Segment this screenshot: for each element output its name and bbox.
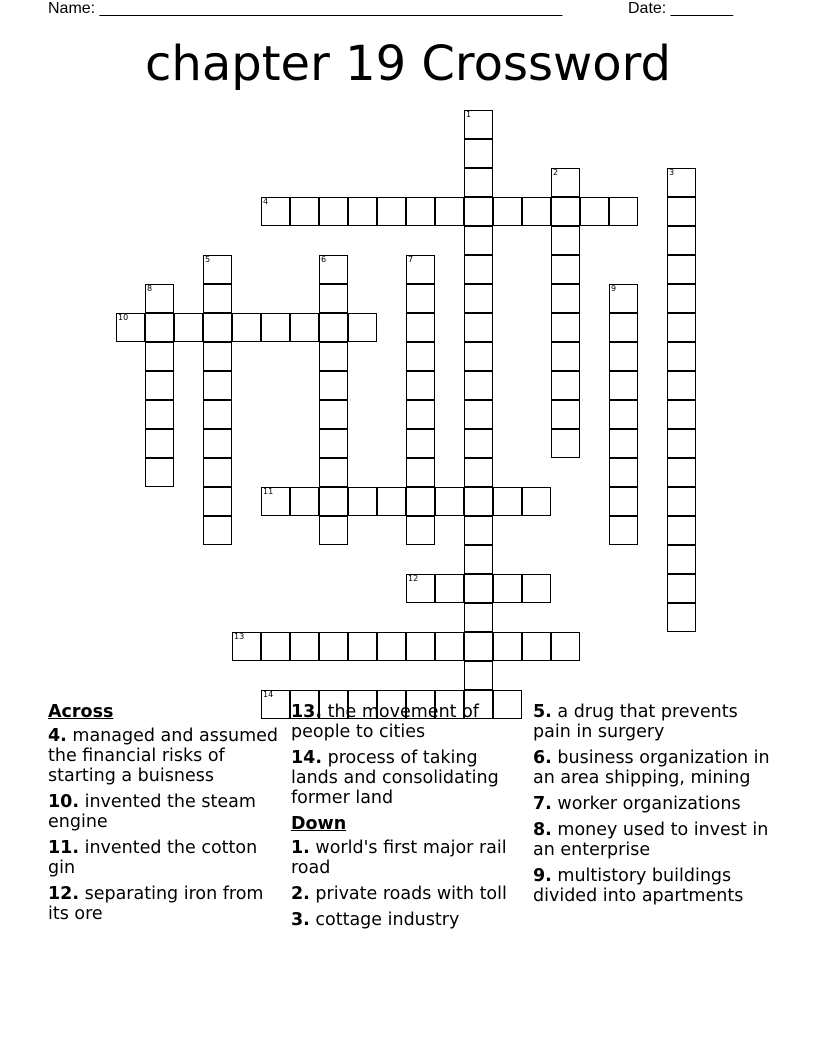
- cell-number: 13: [234, 632, 245, 641]
- crossword-cell[interactable]: [203, 284, 232, 313]
- clue-down-6: [533, 748, 773, 788]
- clue-down-2: [291, 884, 523, 904]
- crossword-cell[interactable]: [551, 371, 580, 400]
- crossword-cell[interactable]: [667, 487, 696, 516]
- crossword-cell[interactable]: [464, 168, 493, 197]
- crossword-cell[interactable]: [464, 197, 493, 226]
- crossword-cell[interactable]: [232, 313, 261, 342]
- crossword-cell[interactable]: [667, 342, 696, 371]
- clue-down-1: [291, 838, 523, 878]
- crossword-cell[interactable]: [319, 313, 348, 342]
- crossword-cell[interactable]: [464, 255, 493, 284]
- clues-column-2: [291, 702, 523, 936]
- crossword-cell[interactable]: [406, 284, 435, 313]
- crossword-cell[interactable]: [667, 284, 696, 313]
- crossword-cell[interactable]: [493, 487, 522, 516]
- crossword-cell[interactable]: [406, 429, 435, 458]
- crossword-cell[interactable]: [551, 284, 580, 313]
- cell-number: 5: [205, 255, 211, 264]
- cell-number: 1: [466, 110, 472, 119]
- crossword-cell[interactable]: [667, 603, 696, 632]
- cell-number: 3: [669, 168, 675, 177]
- crossword-cell[interactable]: [232, 632, 261, 661]
- crossword-cell[interactable]: [464, 284, 493, 313]
- clue-across-11: [48, 838, 280, 878]
- crossword-cell[interactable]: [609, 197, 638, 226]
- crossword-cell[interactable]: [580, 197, 609, 226]
- crossword-cell[interactable]: [493, 197, 522, 226]
- clue-number: 12.: [48, 884, 80, 904]
- crossword-cell[interactable]: [348, 313, 377, 342]
- crossword-cell[interactable]: [609, 371, 638, 400]
- clue-number: 3.: [291, 910, 310, 930]
- crossword-cell[interactable]: [464, 429, 493, 458]
- crossword-cell[interactable]: [377, 632, 406, 661]
- crossword-cell[interactable]: [203, 342, 232, 371]
- clue-number: 9.: [533, 866, 552, 886]
- crossword-cell[interactable]: [667, 168, 696, 197]
- crossword-cell[interactable]: [406, 371, 435, 400]
- clue-text: worker organizations: [557, 794, 741, 814]
- clue-text: money used to invest in an enterprise: [533, 820, 769, 860]
- crossword-cell[interactable]: [406, 458, 435, 487]
- crossword-cell[interactable]: [406, 255, 435, 284]
- crossword-cell[interactable]: [261, 487, 290, 516]
- clue-text: invented the steam engine: [48, 792, 256, 832]
- cell-number: 12: [408, 574, 419, 583]
- clue-number: 14.: [291, 748, 323, 768]
- crossword-cell[interactable]: [319, 429, 348, 458]
- crossword-cell[interactable]: [551, 313, 580, 342]
- crossword-cell[interactable]: [667, 255, 696, 284]
- clue-text: process of taking lands and consolidating former land: [291, 748, 499, 808]
- crossword-cell[interactable]: [464, 139, 493, 168]
- crossword-cell[interactable]: [174, 313, 203, 342]
- clue-number: 2.: [291, 884, 310, 904]
- crossword-cell[interactable]: [464, 632, 493, 661]
- clue-across-13: [291, 702, 523, 742]
- crossword-cell[interactable]: [667, 545, 696, 574]
- crossword-cell[interactable]: [551, 226, 580, 255]
- crossword-cell[interactable]: [522, 487, 551, 516]
- cell-number: 10: [118, 313, 129, 322]
- crossword-cell[interactable]: [145, 342, 174, 371]
- cell-number: 2: [553, 168, 559, 177]
- clue-down-8: [533, 820, 773, 860]
- crossword-cell[interactable]: [116, 313, 145, 342]
- crossword-cell[interactable]: [667, 574, 696, 603]
- crossword-cell[interactable]: [464, 603, 493, 632]
- clue-text: separating iron from its ore: [48, 884, 264, 924]
- clue-number: 6.: [533, 748, 552, 768]
- crossword-cell[interactable]: [551, 197, 580, 226]
- crossword-cell[interactable]: [435, 197, 464, 226]
- crossword-cell[interactable]: [203, 400, 232, 429]
- clue-number: 5.: [533, 702, 552, 722]
- clue-text: world's first major rail road: [291, 838, 507, 878]
- crossword-cell[interactable]: [435, 574, 464, 603]
- crossword-cell[interactable]: [406, 342, 435, 371]
- crossword-cell[interactable]: [406, 313, 435, 342]
- crossword-cell[interactable]: [609, 487, 638, 516]
- crossword-cell[interactable]: [290, 487, 319, 516]
- clue-down-5: [533, 702, 773, 742]
- clue-down-9: [533, 866, 773, 906]
- clue-down-7: [533, 794, 773, 814]
- name-field-label[interactable]: Name: ____________________________________________________: [48, 0, 563, 17]
- crossword-cell[interactable]: [464, 371, 493, 400]
- clue-text: private roads with toll: [315, 884, 507, 904]
- cell-number: 6: [321, 255, 327, 264]
- crossword-cell[interactable]: [406, 487, 435, 516]
- clue-text: a drug that prevents pain in surgery: [533, 702, 738, 742]
- crossword-cell[interactable]: [290, 313, 319, 342]
- crossword-cell[interactable]: [290, 197, 319, 226]
- crossword-cell[interactable]: [203, 429, 232, 458]
- crossword-cell[interactable]: [609, 429, 638, 458]
- crossword-cell[interactable]: [464, 516, 493, 545]
- crossword-cell[interactable]: [145, 400, 174, 429]
- crossword-cell[interactable]: [464, 661, 493, 690]
- crossword-cell[interactable]: [609, 284, 638, 313]
- crossword-cell[interactable]: [406, 574, 435, 603]
- crossword-cell[interactable]: [348, 632, 377, 661]
- crossword-cell[interactable]: [667, 458, 696, 487]
- crossword-cell[interactable]: [551, 168, 580, 197]
- cell-number: 14: [263, 690, 274, 699]
- crossword-cell[interactable]: [609, 458, 638, 487]
- crossword-cell[interactable]: [348, 197, 377, 226]
- clue-number: 1.: [291, 838, 310, 858]
- crossword-cell[interactable]: [493, 574, 522, 603]
- crossword-cell[interactable]: [435, 487, 464, 516]
- crossword-cell[interactable]: [203, 458, 232, 487]
- crossword-cell[interactable]: [667, 371, 696, 400]
- crossword-cell[interactable]: [377, 487, 406, 516]
- crossword-cell[interactable]: [493, 632, 522, 661]
- crossword-cell[interactable]: [203, 487, 232, 516]
- crossword-cell[interactable]: [464, 313, 493, 342]
- crossword-cell[interactable]: [406, 400, 435, 429]
- clue-number: 8.: [533, 820, 552, 840]
- page-title: chapter 19 Crossword: [145, 36, 671, 92]
- crossword-cell[interactable]: [522, 574, 551, 603]
- clue-text: the movement of people to cities: [291, 702, 479, 742]
- crossword-cell[interactable]: [319, 400, 348, 429]
- cell-number: 7: [408, 255, 414, 264]
- clue-down-3: [291, 910, 523, 930]
- crossword-cell[interactable]: [667, 313, 696, 342]
- crossword-cell[interactable]: [319, 487, 348, 516]
- cell-number: 9: [611, 284, 617, 293]
- crossword-cell[interactable]: [551, 342, 580, 371]
- crossword-cell[interactable]: [522, 632, 551, 661]
- crossword-cell[interactable]: [203, 255, 232, 284]
- crossword-cell[interactable]: [464, 400, 493, 429]
- clue-across-4: [48, 726, 280, 786]
- crossword-cell[interactable]: [551, 632, 580, 661]
- crossword-cell[interactable]: [406, 197, 435, 226]
- clue-text: invented the cotton gin: [48, 838, 258, 878]
- crossword-cell[interactable]: [290, 632, 319, 661]
- crossword-cell[interactable]: [261, 313, 290, 342]
- crossword-cell[interactable]: [464, 458, 493, 487]
- crossword-cell[interactable]: [145, 429, 174, 458]
- crossword-cell[interactable]: [203, 371, 232, 400]
- crossword-cell[interactable]: [609, 400, 638, 429]
- clue-text: business organization in an area shipping, mining: [533, 748, 770, 788]
- crossword-cell[interactable]: [377, 197, 406, 226]
- crossword-cell[interactable]: [464, 545, 493, 574]
- crossword-cell[interactable]: [464, 487, 493, 516]
- crossword-cell[interactable]: [609, 516, 638, 545]
- crossword-cell[interactable]: [319, 371, 348, 400]
- clue-number: 11.: [48, 838, 80, 858]
- crossword-cell[interactable]: [203, 516, 232, 545]
- crossword-cell[interactable]: [145, 371, 174, 400]
- crossword-cell[interactable]: [464, 574, 493, 603]
- date-field-label[interactable]: Date: _______: [628, 0, 733, 17]
- crossword-cell[interactable]: [319, 197, 348, 226]
- crossword-cell[interactable]: [551, 400, 580, 429]
- down-heading: Down: [291, 814, 347, 834]
- crossword-cell[interactable]: [319, 284, 348, 313]
- crossword-cell[interactable]: [464, 342, 493, 371]
- clue-number: 10.: [48, 792, 80, 812]
- clue-across-14: [291, 748, 523, 808]
- crossword-cell[interactable]: [667, 226, 696, 255]
- crossword-cell[interactable]: [348, 487, 377, 516]
- crossword-cell[interactable]: [406, 632, 435, 661]
- clue-number: 7.: [533, 794, 552, 814]
- clue-across-10: [48, 792, 280, 832]
- across-heading: Across: [48, 702, 114, 722]
- clue-text: cottage industry: [315, 910, 460, 930]
- crossword-cell[interactable]: [261, 632, 290, 661]
- crossword-cell[interactable]: [667, 197, 696, 226]
- cell-number: 11: [263, 487, 274, 496]
- clue-number: 4.: [48, 726, 67, 746]
- crossword-cell[interactable]: [551, 255, 580, 284]
- crossword-cell[interactable]: [145, 313, 174, 342]
- clue-number: 13.: [291, 702, 323, 722]
- crossword-cell[interactable]: [261, 197, 290, 226]
- clue-across-12: [48, 884, 280, 924]
- cell-number: 8: [147, 284, 153, 293]
- crossword-cell[interactable]: [667, 400, 696, 429]
- crossword-cell[interactable]: [435, 632, 464, 661]
- clues-column-1: [48, 702, 280, 930]
- crossword-cell[interactable]: [609, 342, 638, 371]
- clue-text: multistory buildings divided into apartments: [533, 866, 744, 906]
- crossword-cell[interactable]: [667, 429, 696, 458]
- crossword-cell[interactable]: [522, 197, 551, 226]
- cell-number: 4: [263, 197, 269, 206]
- crossword-cell[interactable]: [319, 458, 348, 487]
- crossword-cell[interactable]: [145, 284, 174, 313]
- crossword-cell[interactable]: [464, 226, 493, 255]
- crossword-cell[interactable]: [319, 255, 348, 284]
- clues-column-3: [533, 702, 773, 912]
- crossword-cell[interactable]: [319, 516, 348, 545]
- clue-text: managed and assumed the financial risks of starting a buisness: [48, 726, 278, 786]
- crossword-cell[interactable]: [319, 632, 348, 661]
- crossword-cell[interactable]: [667, 516, 696, 545]
- crossword-cell[interactable]: [551, 429, 580, 458]
- crossword-cell[interactable]: [609, 313, 638, 342]
- crossword-cell[interactable]: [203, 313, 232, 342]
- crossword-cell[interactable]: [145, 458, 174, 487]
- crossword-cell[interactable]: [464, 110, 493, 139]
- crossword-cell[interactable]: [406, 516, 435, 545]
- crossword-cell[interactable]: [319, 342, 348, 371]
